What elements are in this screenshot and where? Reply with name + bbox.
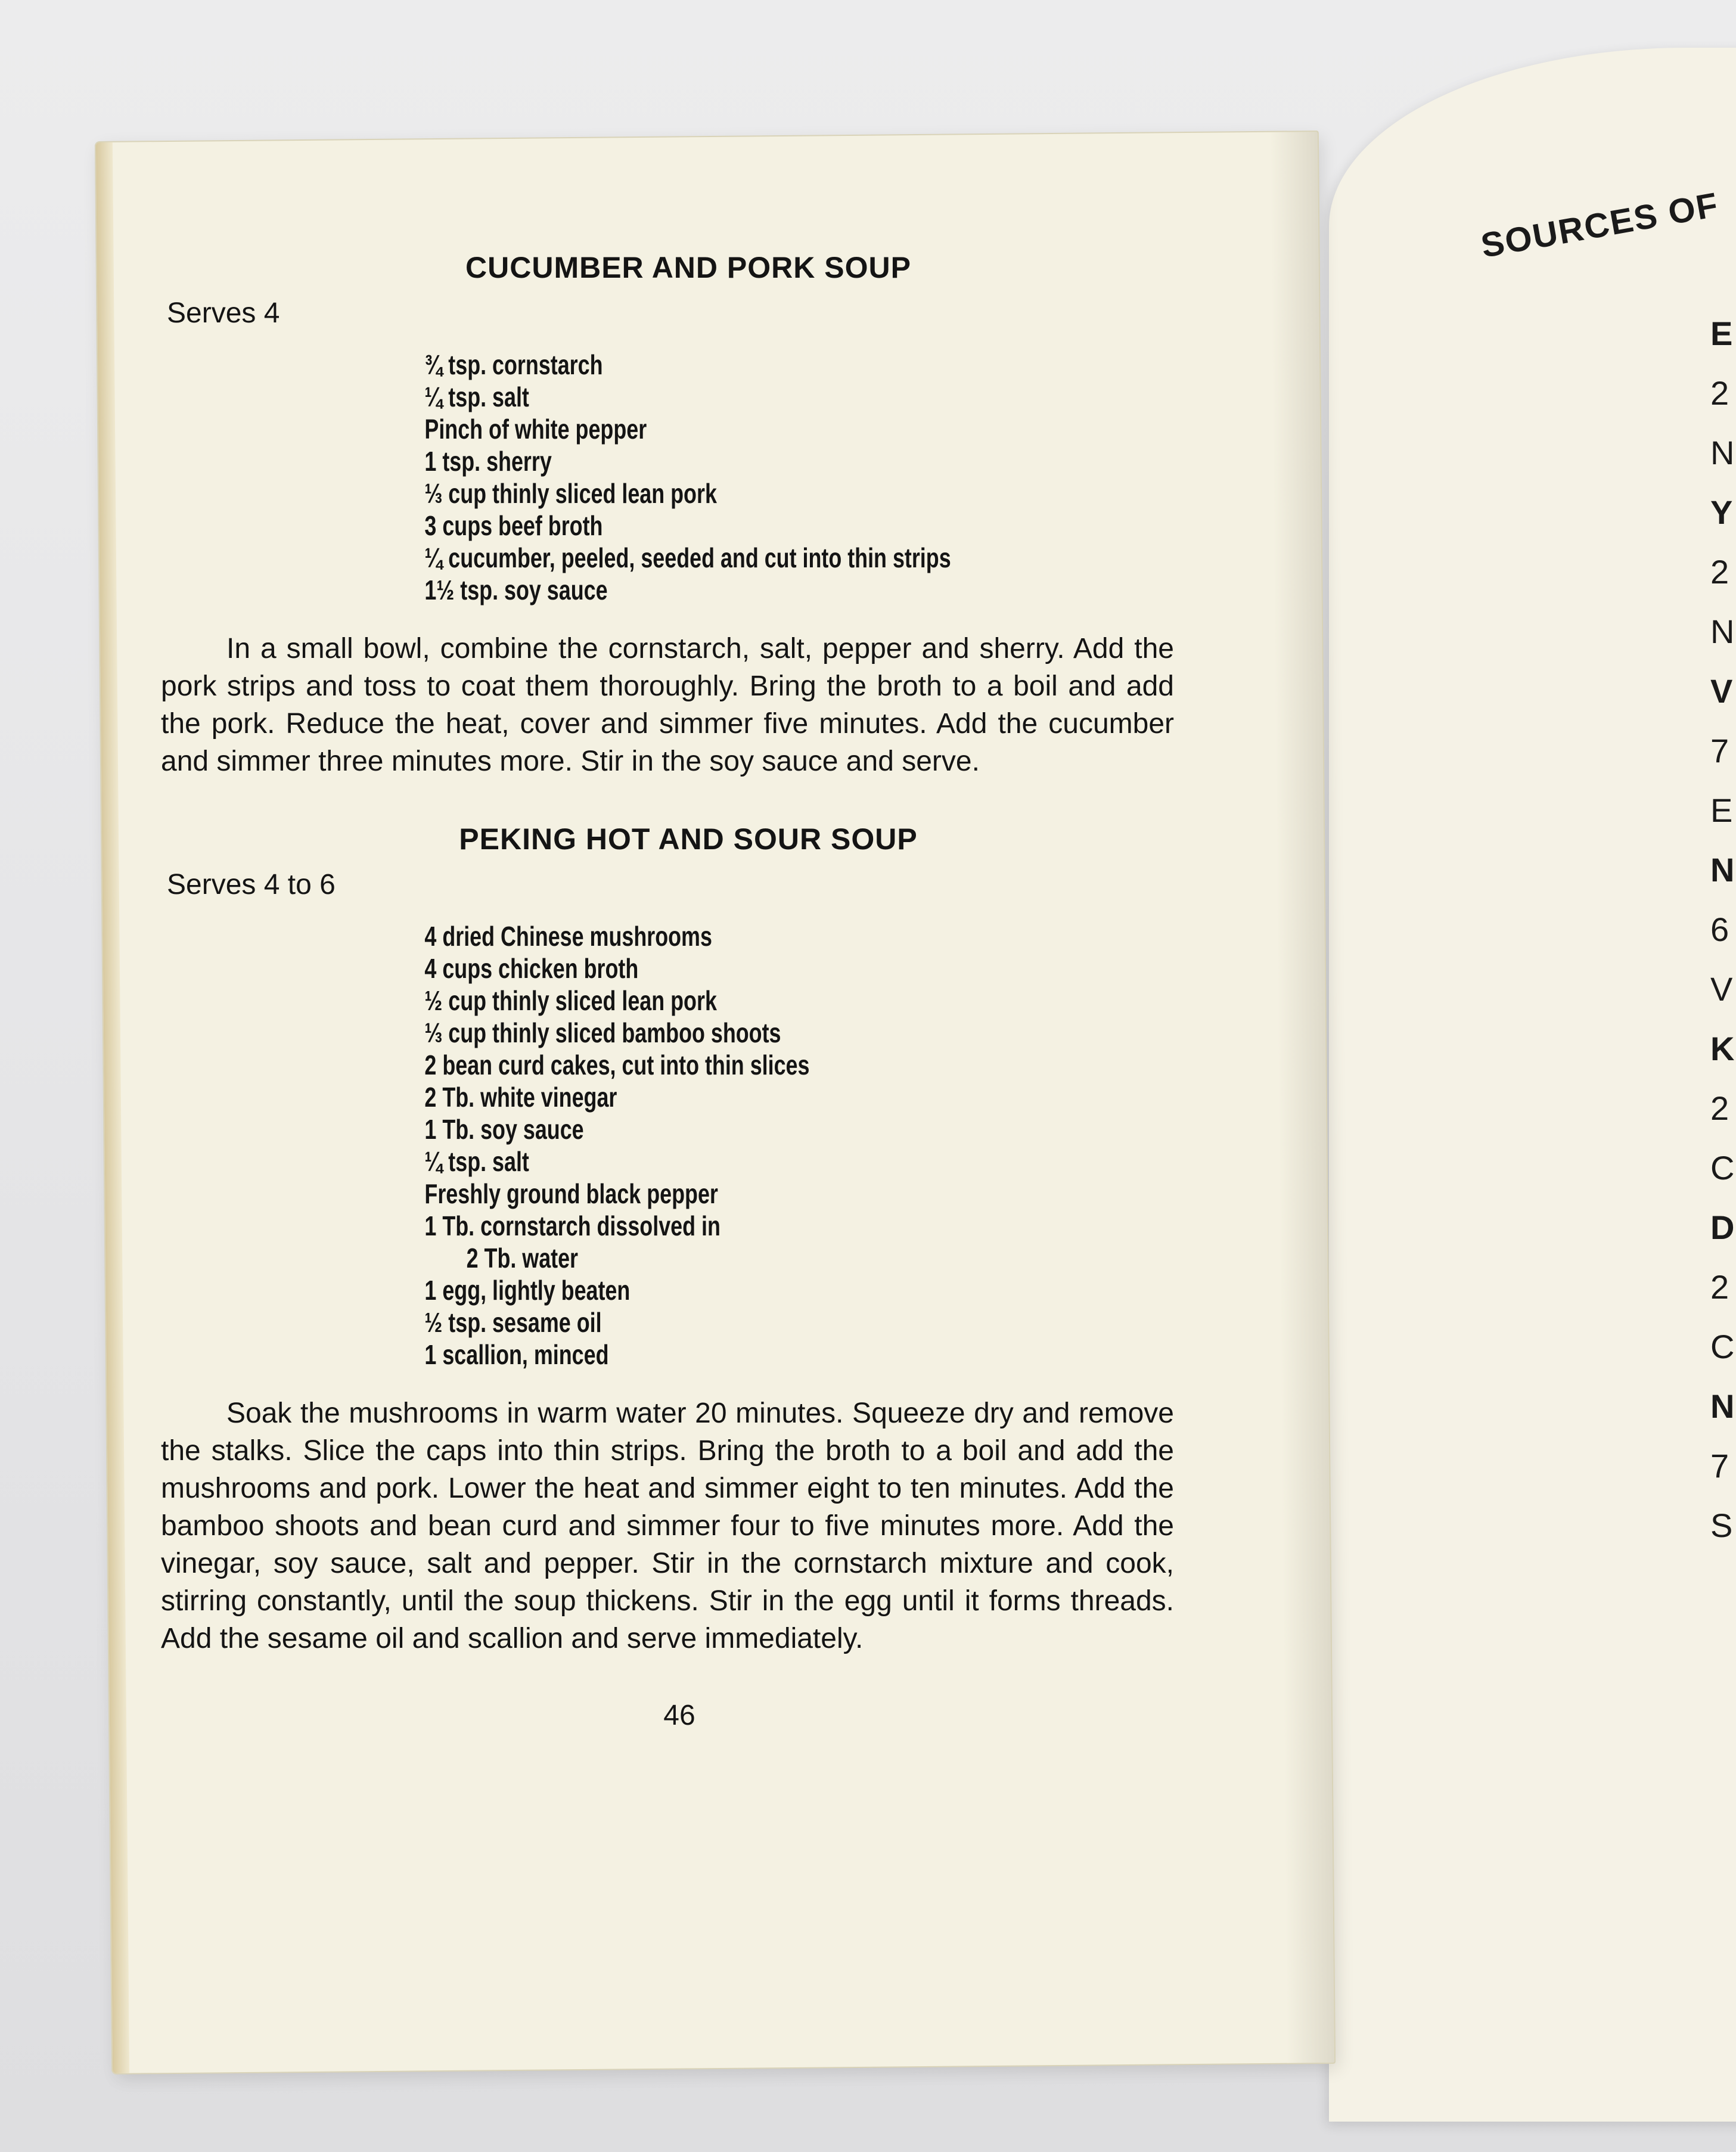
page-number: 46 — [663, 1700, 695, 1731]
right-page-edge-letters — [1710, 304, 1736, 1555]
recipe-title: PEKING HOT AND SOUR SOUP — [459, 822, 918, 856]
ingredient: 4 cups chicken broth — [424, 953, 639, 984]
edge-letter: N — [1710, 1387, 1735, 1425]
ingredient: ¾ tsp. cornstarch — [424, 349, 603, 380]
edge-letter: 2 — [1710, 1089, 1729, 1127]
ingredient: ¼ cucumber, peeled, seeded and cut into thin strips — [424, 542, 951, 573]
edge-letter: S — [1710, 1507, 1733, 1544]
ingredient: ¼ tsp. salt — [424, 1146, 529, 1177]
right-page-heading: SOURCES OF — [1478, 185, 1722, 265]
ingredient: ⅓ cup thinly sliced lean pork — [424, 478, 717, 509]
ingredient: 1 Tb. cornstarch dissolved in — [424, 1210, 721, 1241]
recipe-title: CUCUMBER AND PORK SOUP — [465, 251, 911, 284]
edge-letter: C — [1710, 1149, 1735, 1187]
ingredient: ½ cup thinly sliced lean pork — [424, 985, 717, 1016]
edge-letter: 2 — [1710, 553, 1729, 591]
ingredient: 4 dried Chinese mushrooms — [424, 921, 712, 952]
edge-letter: D — [1710, 1209, 1735, 1246]
ingredient: ½ tsp. sesame oil — [424, 1307, 602, 1338]
recipe-column — [155, 250, 1180, 1732]
edge-letter: 6 — [1710, 911, 1729, 948]
ingredient: Freshly ground black pepper — [424, 1178, 718, 1209]
edge-letter: Y — [1710, 493, 1733, 531]
edge-letter: 2 — [1710, 1268, 1729, 1306]
ingredient: ⅓ cup thinly sliced bamboo shoots — [424, 1017, 781, 1048]
ingredient: 1 egg, lightly beaten — [424, 1275, 631, 1306]
edge-letter: V — [1710, 672, 1733, 710]
edge-letter: N — [1710, 851, 1735, 889]
edge-letter: 7 — [1710, 732, 1729, 769]
edge-letter: V — [1710, 970, 1733, 1008]
edge-letter: 7 — [1710, 1447, 1729, 1485]
recipe-method: In a small bowl, combine the cornstarch, salt, pepper and sherry. Add the pork strips and toss to coat them thoroughly. Bring the broth to a boil and add the pork. Reduce the heat, cover and simmer five minutes. Add the cucumber and simmer three minutes more. Stir in the soy sauce and serve. — [161, 633, 1174, 777]
edge-letter: K — [1710, 1030, 1735, 1067]
ingredient: 3 cups beef broth — [424, 510, 603, 541]
ingredient: 2 Tb. water — [466, 1243, 579, 1274]
ingredient: 1½ tsp. soy sauce — [424, 575, 608, 605]
ingredient: ¼ tsp. salt — [424, 381, 529, 412]
recipe-serves: Serves 4 to 6 — [167, 869, 336, 900]
ingredient: 1 scallion, minced — [424, 1339, 609, 1370]
edge-letter: E — [1710, 791, 1733, 829]
ingredient-list — [155, 349, 1215, 606]
edge-letter: N — [1710, 434, 1735, 471]
recipe-method: Soak the mushrooms in warm water 20 minutes. Squeeze dry and remove the stalks. Slice the caps into thin strips. Bring the broth to a boil and add the mushrooms and pork. Lower the heat and simmer eight to ten minutes. Add the bamboo shoots and bean curd and simmer four to five minutes more. Add the vinegar, soy sauce, salt and pepper. Stir in the cornstarch mixture and cook, stirring constantly, until the soup thickens. Stir in the egg until it forms threads. Add the sesame oil and scallion and serve immediately. — [161, 1398, 1174, 1654]
edge-letter: N — [1710, 613, 1735, 650]
recipe-serves: Serves 4 — [167, 297, 280, 329]
edge-letter: E — [1710, 315, 1733, 352]
ingredient: 2 bean curd cakes, cut into thin slices — [424, 1049, 810, 1080]
ingredient-list — [155, 920, 1215, 1371]
recipe-peking-hot-sour-soup — [155, 822, 1180, 1657]
recipe-cucumber-pork-soup — [155, 250, 1180, 780]
right-page — [1329, 48, 1736, 2122]
edge-letter: C — [1710, 1328, 1735, 1365]
ingredient: 1 Tb. soy sauce — [424, 1114, 584, 1145]
ingredient: 1 tsp. sherry — [424, 446, 552, 477]
ingredient: 2 Tb. white vinegar — [424, 1082, 617, 1113]
ingredient: Pinch of white pepper — [424, 414, 647, 445]
edge-letter: 2 — [1710, 374, 1729, 412]
